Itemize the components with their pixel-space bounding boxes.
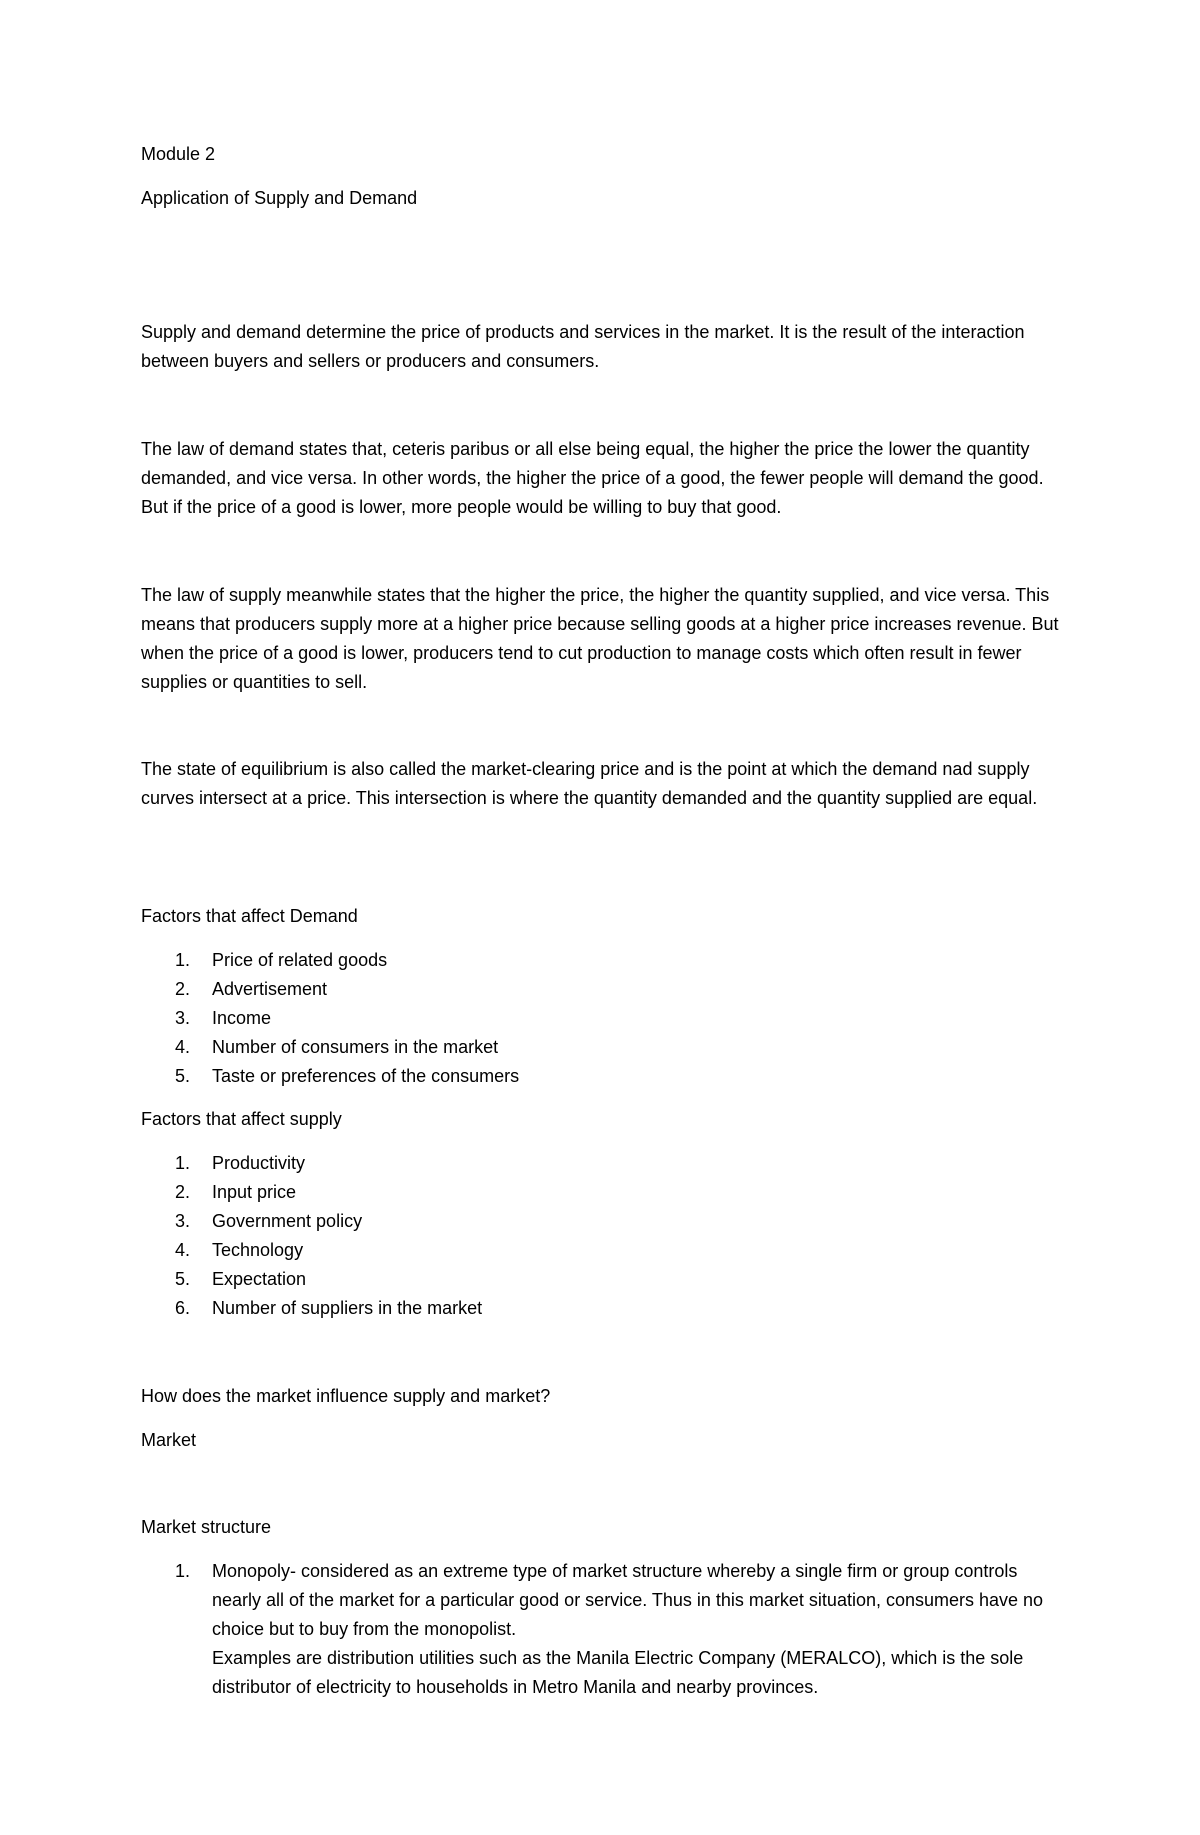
list-item-text: Taste or preferences of the consumers bbox=[212, 1066, 520, 1086]
list-number: 2. bbox=[175, 1182, 191, 1202]
list-number: 1. bbox=[175, 1561, 191, 1581]
list-item bbox=[141, 1265, 1071, 1294]
market-label: Market bbox=[141, 1430, 197, 1450]
list-item bbox=[141, 1033, 1071, 1062]
list-item-text: Number of consumers in the market bbox=[212, 1037, 499, 1057]
paragraph-law-of-supply: The law of supply meanwhile states that the higher the price, the higher the quantity supplied, and vice versa. This means that producers supply more at a higher price because selling goods at a higher price increases revenue. But when the price of a good is lower, producers tend to cut production to manage costs which often result in fewer supplies or quantities to sell. bbox=[141, 585, 1059, 692]
paragraph-equilibrium: The state of equilibrium is also called the market-clearing price and is the point at which the demand nad supply curves intersect at a price. This intersection is where the quantity demanded and the quantity supplied are equal. bbox=[141, 759, 1038, 808]
list-item-text: Advertisement bbox=[212, 979, 328, 999]
list-item bbox=[141, 946, 1071, 975]
list-item-text: Input price bbox=[212, 1182, 297, 1202]
demand-factors-heading: Factors that affect Demand bbox=[141, 906, 358, 926]
list-number: 3. bbox=[175, 1008, 191, 1028]
list-item bbox=[141, 975, 1071, 1004]
list-item-text: Income bbox=[212, 1008, 272, 1028]
list-item-text: Government policy bbox=[212, 1211, 363, 1231]
list-number: 3. bbox=[175, 1211, 191, 1231]
list-number: 1. bbox=[175, 950, 191, 970]
list-item-text: Number of suppliers in the market bbox=[212, 1298, 483, 1318]
list-item-text: Expectation bbox=[212, 1269, 307, 1289]
market-structure-list bbox=[141, 1557, 1071, 1702]
list-number: 6. bbox=[175, 1298, 191, 1318]
list-item-text: Price of related goods bbox=[212, 950, 388, 970]
list-item bbox=[141, 1294, 1071, 1323]
list-number: 1. bbox=[175, 1153, 191, 1173]
list-item-text: Monopoly- considered as an extreme type of market structure whereby a single firm or group controls nearly all of the market for a particular good or service. Thus in this market situation, consumers have no choice but to buy from the monopolist. bbox=[212, 1561, 1044, 1639]
market-structure-heading: Market structure bbox=[141, 1517, 272, 1537]
list-item bbox=[141, 1062, 1071, 1091]
list-number: 4. bbox=[175, 1037, 191, 1057]
list-number: 5. bbox=[175, 1066, 191, 1086]
paragraph-intro: Supply and demand determine the price of products and services in the market. It is the result of the interaction between buyers and sellers or producers and consumers. bbox=[141, 322, 1025, 371]
list-item bbox=[141, 1557, 1071, 1702]
list-item-text: Technology bbox=[212, 1240, 304, 1260]
list-number: 2. bbox=[175, 979, 191, 999]
supply-factors-list bbox=[141, 1149, 1071, 1323]
list-item bbox=[141, 1004, 1071, 1033]
module-title: Module 2 bbox=[141, 144, 216, 164]
list-item bbox=[141, 1149, 1071, 1178]
list-number: 4. bbox=[175, 1240, 191, 1260]
supply-factors-heading: Factors that affect supply bbox=[141, 1109, 342, 1129]
module-subtitle: Application of Supply and Demand bbox=[141, 188, 418, 208]
list-item-subtext: Examples are distribution utilities such as the Manila Electric Company (MERALCO), which is the sole distributor of electricity to households in Metro Manila and nearby provinces. bbox=[212, 1648, 1024, 1697]
list-item bbox=[141, 1236, 1071, 1265]
list-item-text: Productivity bbox=[212, 1153, 306, 1173]
list-item bbox=[141, 1178, 1071, 1207]
list-item bbox=[141, 1207, 1071, 1236]
list-number: 5. bbox=[175, 1269, 191, 1289]
paragraph-law-of-demand: The law of demand states that, ceteris paribus or all else being equal, the higher the price the lower the quantity demanded, and vice versa. In other words, the higher the price of a good, the fewer people will demand the good. But if the price of a good is lower, more people would be willing to buy that good. bbox=[141, 439, 1044, 517]
demand-factors-list bbox=[141, 946, 1071, 1091]
market-question: How does the market influence supply and market? bbox=[141, 1386, 551, 1406]
